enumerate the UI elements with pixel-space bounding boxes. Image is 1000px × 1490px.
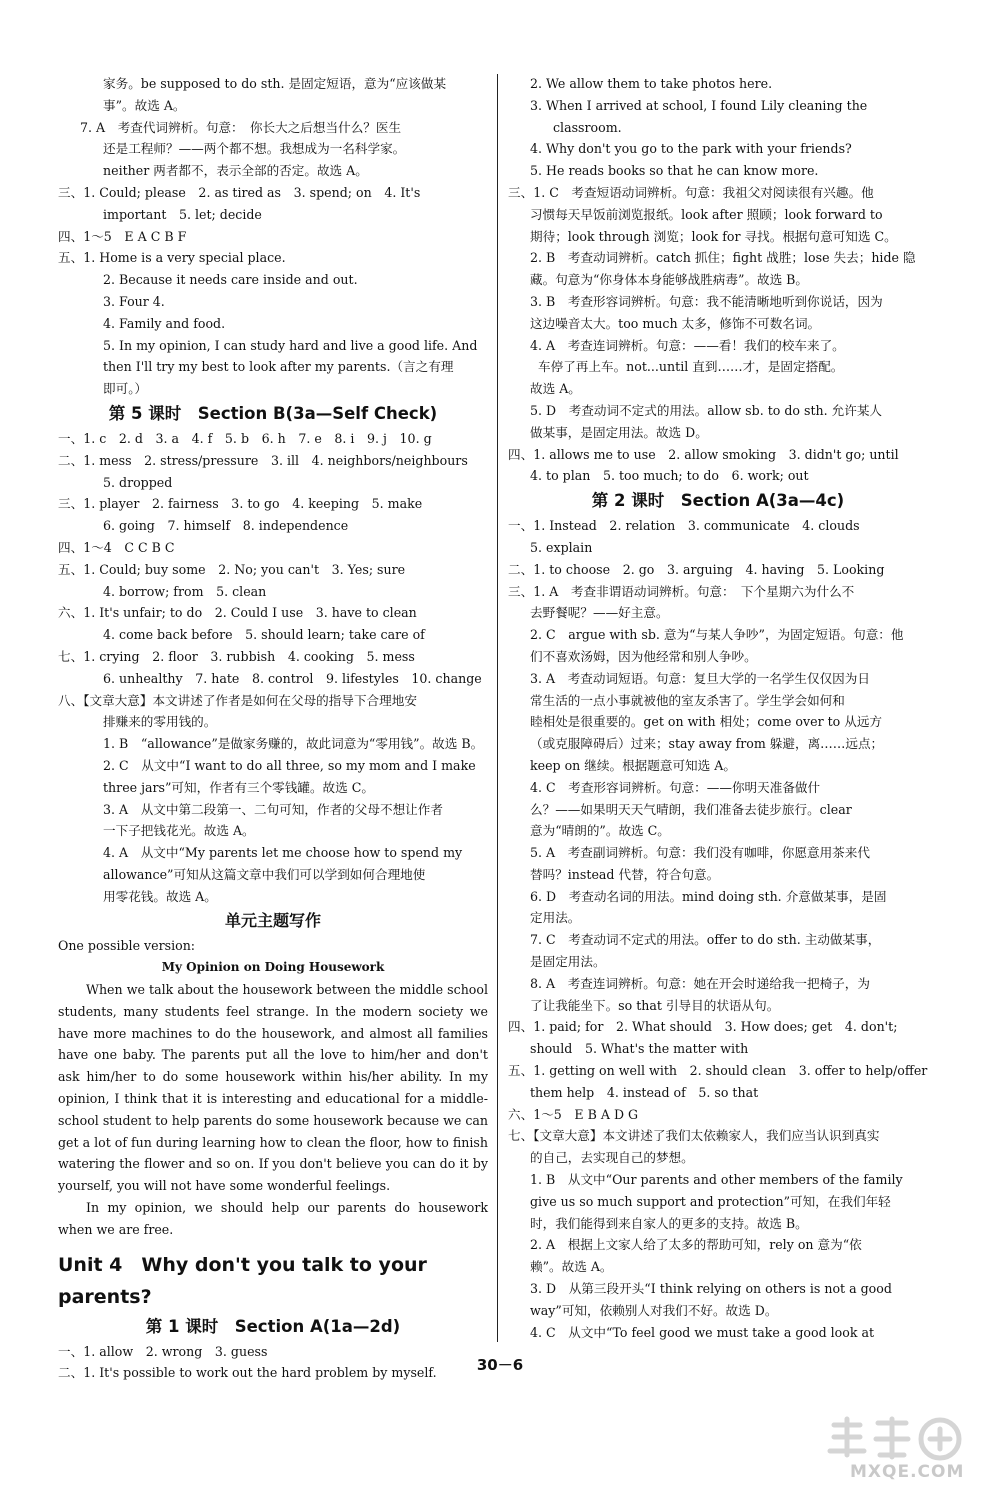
right-line-45: 五、1. getting on well with 2. should clean 3. offer to help/offer [508, 1063, 928, 1079]
left-line-10: 3. Four 4. [103, 293, 165, 309]
right-line-35: 5. A 考查副词辨析。句意：我们没有咖啡，你愿意用茶来代 [530, 845, 870, 861]
left-line-26: 七、1. crying 2. floor 3. rubbish 4. cooking 5. mess [58, 648, 415, 664]
right-line-29: 睦相处是很重要的。get on with 相处；come over to 从远方 [530, 714, 883, 730]
right-line-44: should 5. What's the matter with [530, 1041, 749, 1057]
right-line-36: 替吗？instead 代替，符合句意。 [530, 866, 720, 882]
right-column [508, 73, 928, 1343]
left-line-38: 单元主题写作 [224, 911, 321, 931]
left-line-33: 3. A 从文中第二段第一、二句可知，作者的父母不想让作者 [103, 801, 443, 817]
right-line-23: 三、1. A 考查非谓语动词辨析。句意： 下个星期六为什么不 [508, 583, 855, 599]
left-line-6: important 5. let; decide [103, 206, 262, 222]
left-line-31: 2. C 从文中“I want to do all three, so my mom and I make [103, 757, 476, 773]
left-line-16: 一、1. c 2. d 3. a 4. f 5. b 6. h 7. e 8. i 9. j 10. g [58, 430, 432, 446]
left-line-0: 家务。be supposed to do sth. 是固定短语，意为“应该做某 [103, 76, 447, 91]
right-line-13: 车停了再上车。not...until 直到……才，是固定搭配。 [538, 359, 844, 375]
right-line-28: 常生活的一点小事就被他的室友杀害了。学生学会如何和 [530, 692, 845, 708]
left-column [58, 73, 493, 1384]
left-line-13: then I'll try my best to look after my parents.（言之有理 [103, 359, 454, 375]
right-line-5: 三、1. C 考查短语动词辨析。句意：我祖父对阅读很有兴趣。他 [508, 184, 874, 200]
left-line-9: 2. Because it needs care inside and out. [103, 272, 358, 288]
right-line-8: 2. B 考查动词辨析。catch 抓住；fight 战胜；lose 失去；hide 隐 [530, 250, 916, 266]
right-line-26: 们不喜欢汤姆，因为他经常和别人争吵。 [530, 648, 757, 664]
right-line-51: give us so much support and protection”可知，在我们年轻 [530, 1193, 891, 1209]
right-line-43: 四、1. paid; for 2. What should 3. How does; get 4. don't; [508, 1019, 898, 1035]
left-line-5: 三、1. Could; please 2. as tired as 3. spend; on 4. It's [58, 184, 421, 200]
page-number: 30－6 [476, 1356, 524, 1374]
left-line-14: 即可。） [103, 381, 148, 397]
left-line-8: 五、1. Home is a very special place. [58, 250, 286, 266]
right-line-6: 习惯每天早饭前浏览报纸。look after 照顾；look forward to [530, 206, 883, 222]
right-line-27: 3. A 考查动词短语。句意：复旦大学的一名学生仅仅因为日 [530, 670, 870, 686]
right-line-47: 六、1～5 E B A D G [508, 1106, 639, 1122]
right-line-57: 4. C 从文中“To feel good we must take a good look at [530, 1324, 875, 1340]
right-line-48: 七、【文章大意】本文讲述了我们太依赖家人，我们应当认识到真实 [508, 1128, 880, 1144]
right-line-19: 第 2 课时 Section A(3a—4c) [591, 491, 845, 511]
right-line-34: 意为“晴朗的”。故选 C。 [530, 823, 670, 839]
right-line-55: 3. D 从第三段开头“I think relying on others is not a good [530, 1281, 892, 1297]
left-line-17: 二、1. mess 2. stress/pressure 3. ill 4. neighbors/neighbours [58, 452, 468, 468]
right-line-37: 6. D 考查动名词的用法。mind doing sth. 介意做某事，是固 [530, 888, 887, 904]
left-line-15: 第 5 课时 Section B(3a—Self Check) [108, 403, 438, 423]
right-line-46: them help 4. instead of 5. so that [530, 1084, 759, 1100]
left-line-24: 六、1. It's unfair; to do 2. Could I use 3. have to clean [58, 605, 417, 621]
right-line-20: 一、1. Instead 2. relation 3. communicate 4. clouds [508, 518, 860, 534]
right-line-33: 么？——如果明天天气晴朗，我们准备去徒步旅行。clear [530, 801, 852, 817]
right-line-32: 4. C 考查形容词辨析。句意：——你明天准备做什 [530, 779, 821, 795]
left-line-28: 八、【文章大意】本文讲述了作者是如何在父母的指导下合理地安 [58, 692, 417, 708]
right-line-39: 7. C 考查动词不定式的用法。offer to do sth. 主动做某事， [530, 932, 881, 948]
right-line-38: 定用法。 [530, 910, 581, 926]
right-line-7: 期待；look through 浏览；look for 寻找。根据句意可知选 C。 [530, 228, 897, 244]
right-line-40: 是固定用法。 [530, 954, 606, 970]
left-line-42: In my opinion, we should help our parents do housework when we are free. [58, 1200, 493, 1237]
left-line-41: When we talk about the housework between the middle school students, many students feel strange. In the modern society we have more machines to do the housework, and almost all families have one baby. The parents put all the love to him/her and don't ask him/her to do some housework within his/her ability. In my opinion, I think that it is interesting and educational for a middle-school student to help parents do some housework because we can get a lot of fun during learning how to clean the floor, how to finish watering the flower and so on. If you don't believe you can do it by yourself, you will not have some wonderful feelings. [58, 982, 493, 1194]
left-line-46: 二、1. It's possible to work out the hard problem by myself. [58, 1365, 437, 1381]
right-line-42: 了让我能坐下。so that 引导目的状语从句。 [530, 997, 780, 1013]
right-line-1: 3. When I arrived at school, I found Lily cleaning the [530, 97, 868, 113]
left-line-11: 4. Family and food. [103, 315, 226, 331]
left-line-40: My Opinion on Doing Housework [161, 960, 385, 975]
right-line-2: classroom. [553, 119, 622, 135]
left-line-19: 三、1. player 2. fairness 3. to go 4. keeping 5. make [58, 496, 423, 512]
right-line-10: 3. B 考查形容词辨析。句意：我不能清晰地听到你说话，因为 [530, 293, 883, 309]
left-line-35: 4. A 从文中“My parents let me choose how to spend my [103, 845, 463, 861]
left-line-34: 一下子把钱花光。故选 A。 [103, 823, 255, 839]
right-line-50: 1. B 从文中“Our parents and other members of the family [530, 1172, 903, 1188]
left-line-20: 6. going 7. himself 8. independence [103, 518, 349, 534]
left-line-30: 1. B “allowance”是做家务赚的，故此词意为“零用钱”。故选 B。 [103, 736, 484, 752]
right-line-18: 4. to plan 5. too much; to do 6. work; out [530, 468, 809, 484]
right-line-16: 做某事，是固定用法。故选 D。 [530, 424, 708, 440]
left-line-1: 事”。故选 A。 [103, 97, 186, 113]
left-line-44: 第 1 课时 Section A(1a—2d) [145, 1316, 401, 1336]
left-line-3: 还是工程师？——两个都不想。我想成为一名科学家。 [103, 141, 406, 157]
left-line-36: allowance”可知从这篇文章中我们可以学到如何合理地使 [103, 866, 426, 882]
right-line-49: 的自己，去实现自己的梦想。 [530, 1150, 694, 1166]
right-line-15: 5. D 考查动词不定式的用法。allow sb. to do sth. 允许某人 [530, 402, 883, 418]
left-line-18: 5. dropped [103, 474, 173, 490]
right-line-12: 4. A 考查连词辨析。句意：——看！我们的校车来了。 [530, 337, 845, 353]
column-divider [497, 74, 498, 1342]
right-line-0: 2. We allow them to take photos here. [530, 76, 773, 91]
left-line-4: neither 两者都不，表示全部的否定。故选 A。 [103, 163, 368, 179]
right-line-24: 去野餐呢？——好主意。 [530, 605, 669, 621]
right-line-4: 5. He reads books so that he can know more. [530, 163, 819, 179]
right-line-41: 8. A 考查连词辨析。句意：她在开会时递给我一把椅子，为 [530, 975, 870, 991]
right-line-21: 5. explain [530, 539, 593, 555]
right-line-14: 故选 A。 [530, 381, 581, 397]
right-line-11: 这边噪音太大。too much 太多，修饰不可数名词。 [530, 315, 821, 331]
left-line-12: 5. In my opinion, I can study hard and live a good life. And [103, 337, 478, 353]
left-line-37: 用零花钱。故选 A。 [103, 888, 217, 904]
right-line-52: 时，我们能得到来自家人的更多的支持。故选 B。 [530, 1215, 808, 1231]
right-line-3: 4. Why don't you go to the park with your friends? [530, 141, 852, 157]
right-line-56: way”可知，依赖别人对我们不好。故选 D。 [530, 1302, 778, 1318]
left-line-22: 五、1. Could; buy some 2. No; you can't 3. Yes; sure [58, 561, 406, 577]
left-line-23: 4. borrow; from 5. clean [103, 583, 267, 599]
left-line-32: three jars”可知，作者有三个零钱罐。故选 C。 [103, 779, 374, 795]
left-line-43: Unit 4 Why don't you talk to your parents? [58, 1253, 434, 1308]
right-line-53: 2. A 根据上文家人给了太多的帮助可知，rely on 意为“依 [530, 1237, 862, 1253]
left-line-25: 4. come back before 5. should learn; take care of [103, 627, 425, 643]
left-line-7: 四、1～5 E A C B F [58, 228, 187, 244]
left-line-45: 一、1. allow 2. wrong 3. guess [58, 1343, 268, 1359]
right-line-22: 二、1. to choose 2. go 3. arguing 4. having 5. Looking [508, 561, 885, 577]
right-line-17: 四、1. allows me to use 2. allow smoking 3. didn't go; until [508, 446, 899, 462]
watermark-text: MXQE.COM [850, 1462, 965, 1482]
left-line-29: 排赚来的零用钱的。 [103, 714, 217, 730]
right-line-25: 2. C argue with sb. 意为“与某人争吵”，为固定短语。句意：他 [530, 627, 904, 643]
right-line-54: 赖”。故选 A。 [530, 1259, 613, 1275]
left-line-27: 6. unhealthy 7. hate 8. control 9. lifestyles 10. change [103, 670, 482, 686]
right-line-9: 藏。句意为“你身体本身能够战胜病毒”。故选 B。 [530, 272, 809, 288]
left-line-39: One possible version: [58, 938, 196, 954]
right-line-30: （或克服障碍后）过来；stay away from 躲避，离……远点； [530, 736, 884, 752]
left-line-21: 四、1～4 C C B C [58, 539, 175, 555]
left-line-2: 7. A 考查代词辨析。句意： 你长大之后想当什么？医生 [80, 119, 402, 135]
right-line-31: keep on 继续。根据题意可知选 A。 [530, 757, 736, 773]
